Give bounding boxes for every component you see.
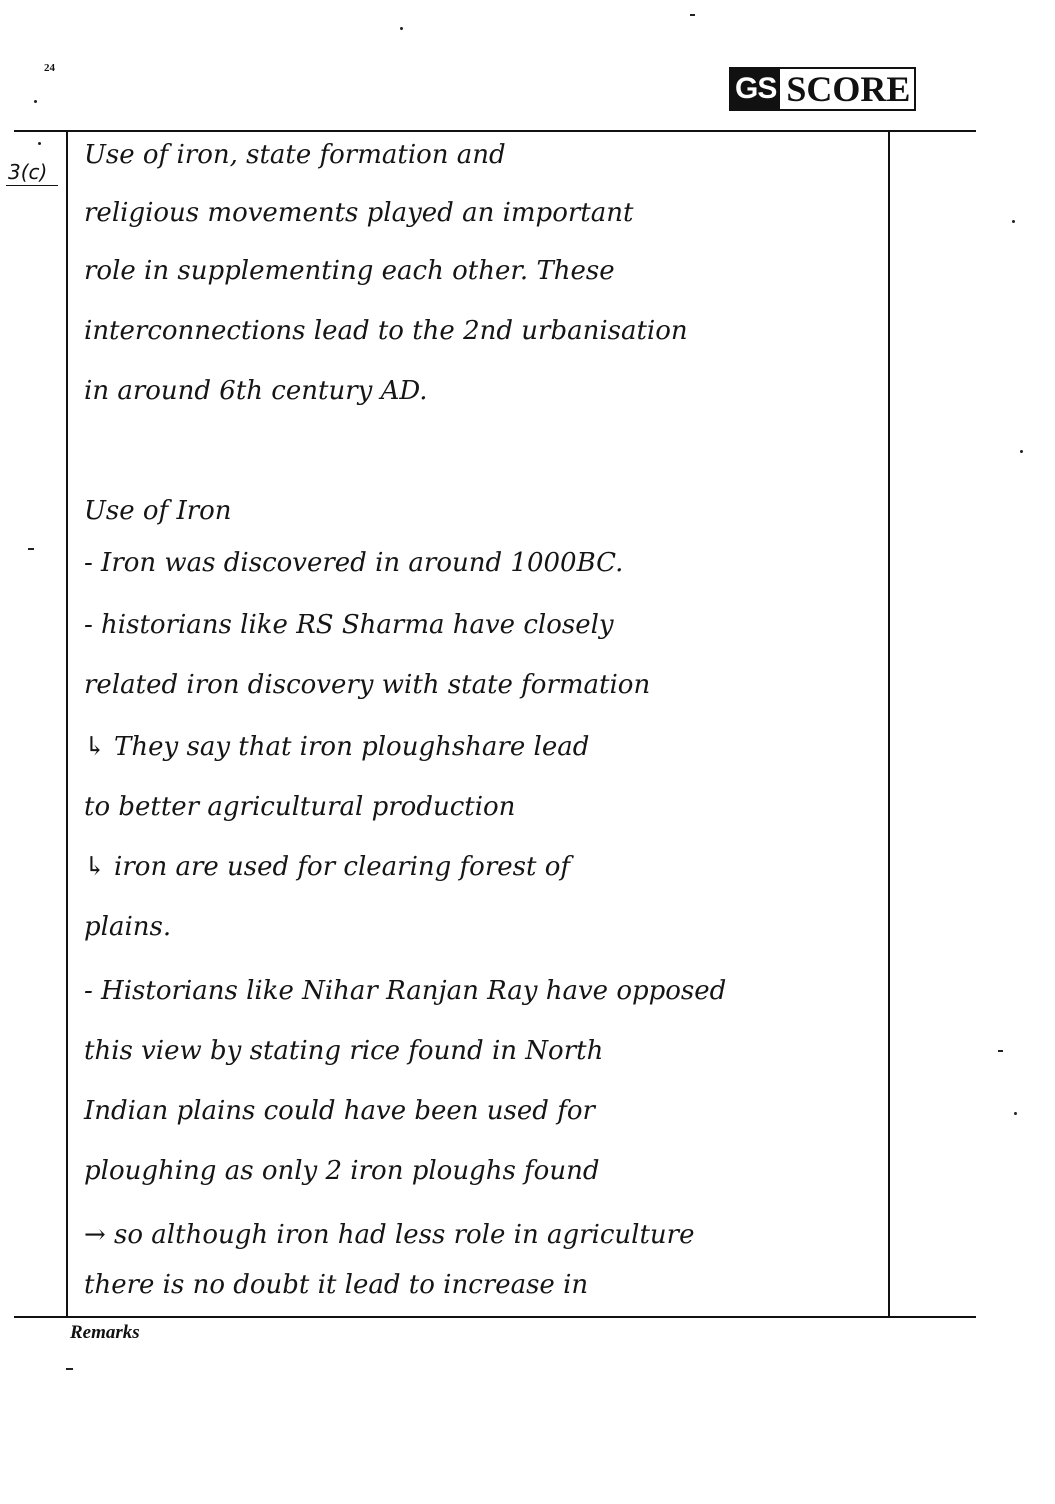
answer-line: → so although iron had less role in agriculture — [84, 1220, 695, 1250]
answer-line: this view by stating rice found in North — [84, 1036, 604, 1066]
scan-speck — [1020, 450, 1023, 453]
top-rule — [14, 130, 976, 132]
answer-line: ploughing as only 2 iron ploughs found — [84, 1156, 600, 1186]
scan-speck — [1014, 1112, 1017, 1115]
answer-line: ↳ They say that iron ploughshare lead — [84, 732, 590, 762]
answer-line: ↳ iron are used for clearing forest of — [84, 852, 570, 882]
scan-mark — [66, 1368, 73, 1370]
left-margin-rule — [66, 130, 68, 1316]
answer-line: - historians like RS Sharma have closely — [84, 610, 614, 640]
answer-line: in around 6th century AD. — [84, 376, 428, 406]
scan-mark — [690, 14, 695, 16]
answer-line: related iron discovery with state formation — [84, 670, 651, 700]
scan-speck — [1012, 220, 1015, 223]
answer-line: plains. — [84, 912, 172, 942]
answer-line: religious movements played an important — [84, 198, 634, 228]
scan-mark — [28, 548, 34, 550]
scan-speck — [34, 100, 37, 103]
answer-line: there is no doubt it lead to increase in — [84, 1270, 589, 1300]
answer-line: interconnections lead to the 2nd urbanisation — [84, 316, 688, 346]
logo-score-text: SCORE — [786, 69, 911, 109]
scan-speck — [400, 27, 403, 30]
scan-mark — [998, 1050, 1003, 1052]
answer-line: Use of iron, state formation and — [84, 140, 506, 170]
answer-heading: Use of Iron — [84, 496, 232, 526]
remarks-label: Remarks — [70, 1322, 140, 1343]
answer-line: Indian plains could have been used for — [84, 1096, 595, 1126]
answer-line: - Historians like Nihar Ranjan Ray have opposed — [84, 976, 727, 1006]
scan-speck — [38, 142, 41, 145]
bottom-rule — [14, 1316, 976, 1318]
logo-gs-mark: GS — [731, 69, 780, 109]
answer-line: role in supplementing each other. These — [84, 256, 615, 286]
question-number: 3(c) — [8, 160, 48, 184]
answer-line: to better agricultural production — [84, 792, 516, 822]
answer-line: - Iron was discovered in around 1000BC. — [84, 548, 624, 578]
gs-score-logo — [729, 67, 916, 111]
right-margin-rule — [888, 130, 890, 1316]
page-number: 24 — [44, 62, 55, 74]
question-number-underline — [6, 185, 58, 186]
